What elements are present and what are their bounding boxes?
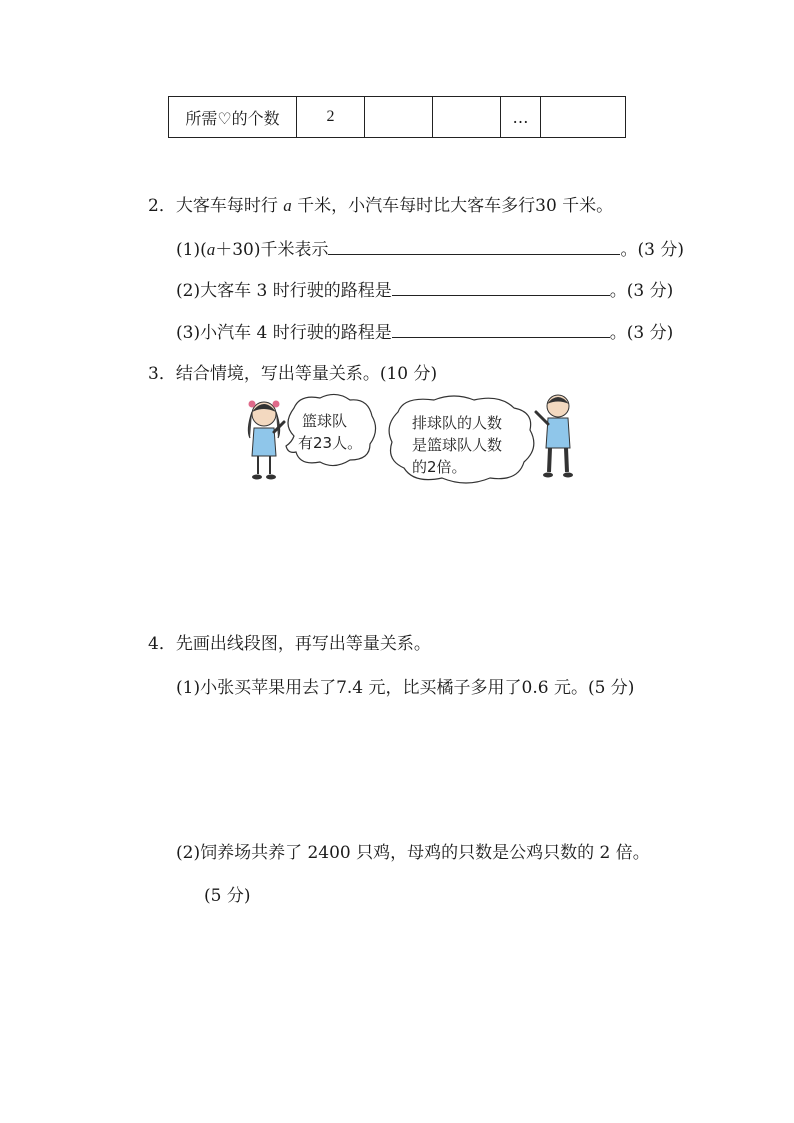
girl-bubble-line1: 篮球队	[302, 412, 348, 430]
answer-blank[interactable]	[328, 234, 620, 255]
q3-stem: 3．结合情境，写出等量关系。(10 分)	[148, 364, 438, 384]
cell-empty	[433, 97, 501, 138]
scene-illustration	[238, 390, 588, 490]
boy-icon	[536, 395, 573, 478]
table-row	[169, 97, 626, 138]
q2-item-3: (3)小汽车 4 时行驶的路程是 。(3 分)	[176, 317, 673, 343]
cell-empty	[541, 97, 626, 138]
cell-value: 2	[297, 97, 365, 138]
cell-ellipsis: …	[501, 97, 541, 138]
q4-stem: 4．先画出线段图，再写出等量关系。	[148, 634, 431, 654]
boy-bubble-line3: 的2倍。	[412, 458, 467, 476]
girl-speech-bubble	[286, 394, 376, 465]
answer-blank[interactable]	[392, 317, 610, 338]
cell-empty	[365, 97, 433, 138]
q2-item-1: (1)(a＋30)千米表示 。(3 分)	[176, 234, 684, 260]
boy-speech-bubble	[389, 396, 534, 483]
boy-bubble-line1: 排球队的人数	[412, 414, 503, 432]
pattern-table	[168, 96, 626, 138]
girl-bubble-line2: 有23人。	[298, 434, 363, 452]
answer-blank[interactable]	[392, 275, 610, 296]
q2-item-2: (2)大客车 3 时行驶的路程是 。(3 分)	[176, 275, 673, 301]
q4-item-2-score: (5 分)	[204, 886, 251, 906]
q2-stem: 2．大客车每时行 a 千米，小汽车每时比大客车多行30 千米。	[148, 196, 614, 216]
row-label: 所需♡的个数	[169, 97, 297, 138]
boy-bubble-line2: 是篮球队人数	[412, 436, 503, 454]
q4-item-2: (2)饲养场共养了 2400 只鸡，母鸡的只数是公鸡只数的 2 倍。	[176, 843, 650, 863]
girl-icon	[248, 401, 284, 480]
q4-item-1: (1)小张买苹果用去了7.4 元，比买橘子多用了0.6 元。(5 分)	[176, 678, 635, 698]
